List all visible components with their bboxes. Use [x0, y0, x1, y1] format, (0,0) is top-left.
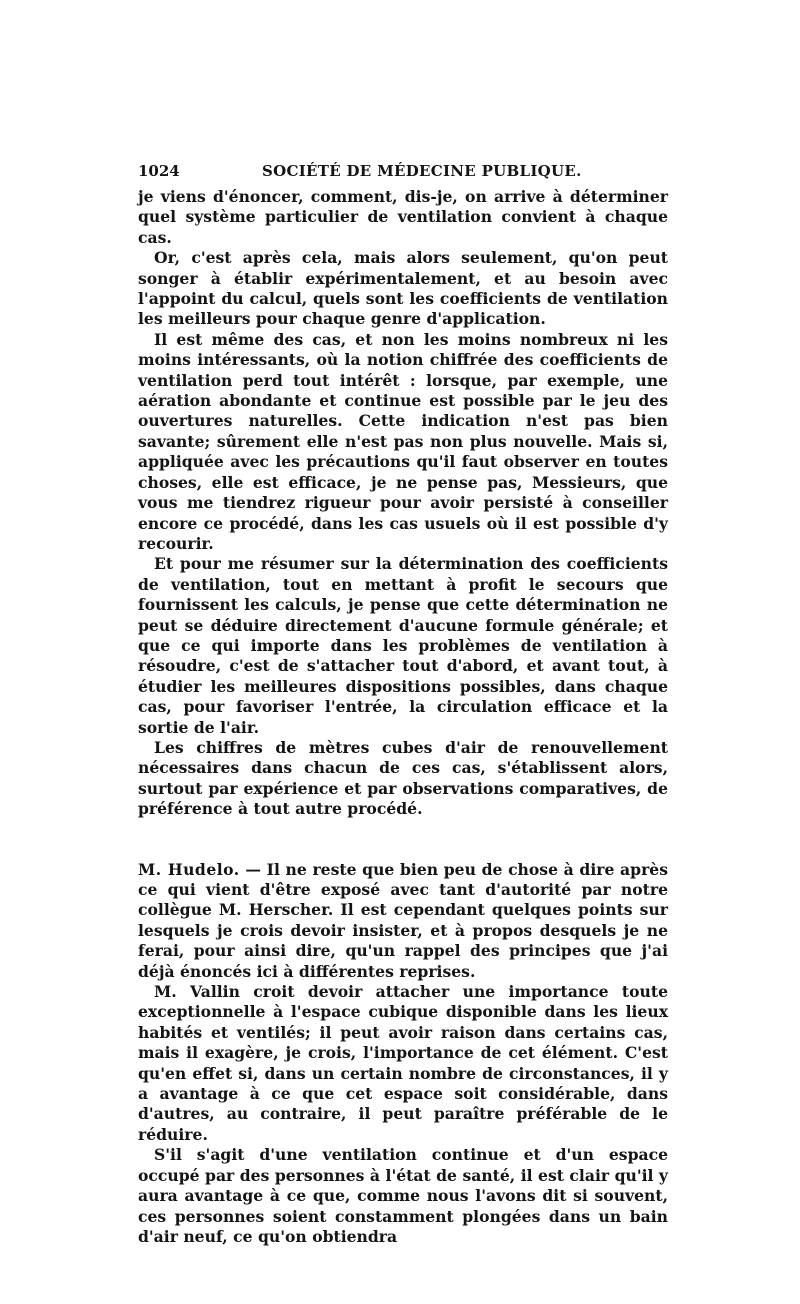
- paragraph: M. Vallin croit devoir attacher une importance toute exceptionnelle à l'espace cubique disponible dans les lieux habités et ventilés; il peut avoir raison dans certains cas, mais il exagère, je crois, l'importance de cet élément. C'est qu'en effet si, dans un certain nombre de circonstances, il y a avantage à ce que cet espace soit considérable, dans d'autres, au contraire, il peut paraître préférable de le réduire.: [138, 982, 668, 1144]
- page-header: [138, 160, 666, 182]
- speaker-text: — Il ne reste que bien peu de chose à dire après ce qui vient d'être exposé avec tant d'autorité par notre collègue M. Herscher. Il est cependant quelques points sur lesquels je crois devoir insister, et à propos desquels je ne ferai, pour ainsi dire, qu'un rappel des principes que j'ai déjà énoncés ici à différentes reprises.: [138, 859, 668, 981]
- speaker-paragraph: [138, 860, 668, 982]
- section-gap: [138, 820, 668, 860]
- paragraph: Et pour me résumer sur la détermination des coefficients de ventilation, tout en mettant à profit le secours que fournissent les calculs, je pense que cette détermination ne peut se déduire directement d'aucune formule générale; et que ce qui importe dans les problèmes de ventilation à résoudre, c'est de s'attacher tout d'abord, et avant tout, à étudier les meilleures dispositions possibles, dans chaque cas, pour favoriser l'entrée, la circulation efficace et la sortie de l'air.: [138, 554, 668, 737]
- paragraph: Il est même des cas, et non les moins nombreux ni les moins intéressants, où la notion chiffrée des coefficients de ventilation perd tout intérêt : lorsque, par exemple, une aération abondante et continue est possible par le jeu des ouvertures naturelles. Cette indication n'est pas bien savante; sûrement elle n'est pas non plus nouvelle. Mais si, appliquée avec les précautions qu'il faut observer en toutes choses, elle est efficace, je ne pense pas, Messieurs, que vous me tiendrez rigueur pour avoir persisté à conseiller encore ce procédé, dans les cas usuels où il est possible d'y recourir.: [138, 329, 668, 553]
- page-number: 1024: [138, 162, 180, 180]
- speaker-name: M. Hudelo.: [138, 859, 240, 879]
- paragraph: S'il s'agit d'une ventilation continue et d'un espace occupé par des personnes à l'état de santé, il est clair qu'il y aura avantage à ce que, comme nous l'avons dit si souvent, ces personnes soient constamment plongées dans un bain d'air neuf, ce qu'on obtiendra: [138, 1145, 668, 1246]
- paragraph: Les chiffres de mètres cubes d'air de renouvellement nécessaires dans chacun de ces cas, s'établissent alors, surtout par expérience et par observations comparatives, de préférence à tout autre procédé.: [138, 737, 668, 819]
- paragraph: Or, c'est après cela, mais alors seulement, qu'on peut songer à établir expérimentalement, et au besoin avec l'appoint du calcul, quels sont les coefficients de ventilation les meilleurs pour chaque genre d'application.: [138, 248, 668, 329]
- body-text: [138, 187, 668, 1247]
- paragraph: je viens d'énoncer, comment, dis-je, on arrive à déterminer quel système particulier de ventilation convient à chaque cas.: [138, 187, 668, 247]
- running-title: SOCIÉTÉ DE MÉDECINE PUBLIQUE.: [262, 162, 582, 180]
